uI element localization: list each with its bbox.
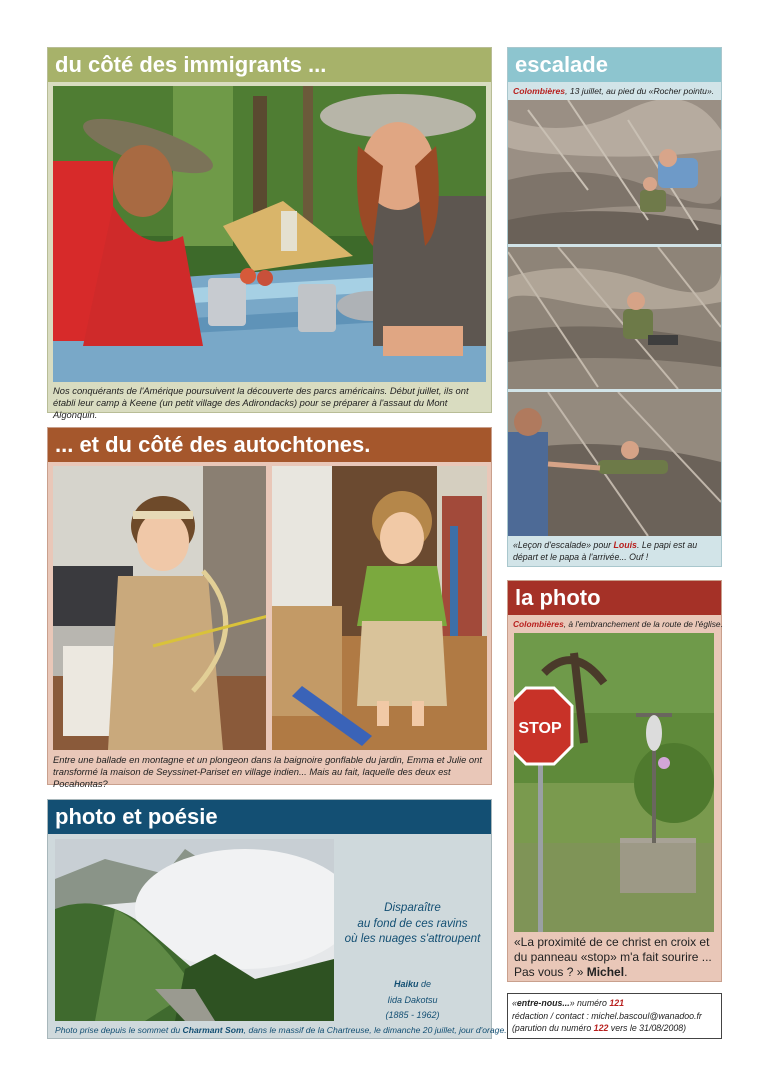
haiku-line-1: Disparaître xyxy=(384,901,441,914)
autochtones-panel xyxy=(47,427,492,789)
laphoto-title: la photo xyxy=(508,581,721,615)
haiku-dates: (1885 - 1962) xyxy=(385,1010,440,1020)
footer-name: entre-nous... xyxy=(516,998,570,1008)
laphoto-panel xyxy=(507,580,722,982)
footer-next-number: 122 xyxy=(593,1023,609,1033)
escalade-caption xyxy=(513,540,718,563)
footer-number: 121 xyxy=(609,998,624,1008)
footer-quote-close: » numéro xyxy=(569,998,610,1008)
laphoto-location-name: Colombières xyxy=(513,619,564,629)
escalade-caption-name: Louis xyxy=(613,540,637,550)
laphoto-caption-text: «La proximité de ce christ en croix et du panneau «stop» m'a fait sourire ... Pas vous ? » xyxy=(514,935,712,979)
poesie-caption-place: Charmant Som xyxy=(182,1025,244,1035)
julie-photo xyxy=(272,466,487,750)
footer-line-2: rédaction / contact : michel.bascoul@wanadoo.fr xyxy=(512,1010,702,1021)
haiku-line-3: où les nuages s'attroupent xyxy=(344,932,481,945)
immigrants-title: du côté des immigrants ... xyxy=(48,48,491,82)
footer-line-3-start: (parution du numéro xyxy=(512,1023,594,1033)
camping-photo xyxy=(53,86,486,382)
poesie-caption-end: , dans le massif de la Chartreuse, le dimanche 20 juillet, jour d'orage. xyxy=(243,1025,507,1035)
climbing-photo-1 xyxy=(508,100,721,244)
climbing-photo-2 xyxy=(508,247,721,389)
haiku xyxy=(335,900,490,947)
autochtones-title: ... et du côté des autochtones. xyxy=(48,428,491,462)
poesie-caption-start: Photo prise depuis le sommet du xyxy=(55,1025,183,1035)
escalade-location xyxy=(513,85,723,97)
escalade-caption-start: «Leçon d'escalade» pour xyxy=(513,540,614,550)
footer-quote-open: « xyxy=(512,998,517,1008)
escalade-caption-end: . Le papi est au départ et le papa à l'arrivée... Ouf ! xyxy=(513,540,698,562)
haiku-poet: Iida Dakotsu xyxy=(387,994,438,1005)
immigrants-panel xyxy=(47,47,492,420)
laphoto-location-rest: , à l'embranchement de la route de l'église. xyxy=(563,619,723,629)
escalade-title: escalade xyxy=(508,48,721,82)
haiku-credit xyxy=(335,977,490,1024)
escalade-panel xyxy=(507,47,722,567)
climbing-photo-3 xyxy=(508,392,721,536)
haiku-label: Haiku xyxy=(393,979,419,989)
laphoto-author: Michel xyxy=(586,965,625,979)
stop-sign-text: STOP xyxy=(518,720,562,737)
footer-line-3-end: vers le 31/08/2008) xyxy=(608,1023,687,1033)
laphoto-location xyxy=(513,618,723,630)
footer-text xyxy=(512,997,722,1035)
footer-line-1 xyxy=(512,997,722,1010)
haiku-label-line xyxy=(335,977,490,993)
poesie-title: photo et poésie xyxy=(48,800,491,834)
escalade-location-name: Colombières xyxy=(513,86,566,96)
footer-box xyxy=(507,993,722,1039)
mountain-photo xyxy=(55,839,334,1021)
escalade-location-rest: , 13 juillet, au pied du «Rocher pointu». xyxy=(565,86,715,96)
laphoto-caption xyxy=(514,935,720,980)
emma-photo xyxy=(53,466,266,750)
haiku-line-2: au fond de ces ravins xyxy=(357,916,468,930)
laphoto-author-end: . xyxy=(624,965,628,979)
autochtones-caption: Entre une ballade en montagne et un plongeon dans la baignoire gonflable du jardin, Emma et Julie ont transformé la maison de Seyssinet-Pariset en village indien... Mais au fait, laquelle des deux est Pocahontas? xyxy=(53,754,482,789)
poesie-caption xyxy=(55,1024,507,1036)
stop-christ-photo xyxy=(514,633,714,932)
haiku-de: de xyxy=(418,979,432,989)
poesie-panel xyxy=(47,799,507,1039)
immigrants-caption: Nos conquérants de l'Amérique poursuivent la découverte des parcs américains. Début juillet, ils ont établi leur camp à Keene (un petit village des Adirondacks) pour se préparer à l'assaut du Mont Algonquin. xyxy=(53,385,469,420)
footer-line-3 xyxy=(512,1022,722,1035)
